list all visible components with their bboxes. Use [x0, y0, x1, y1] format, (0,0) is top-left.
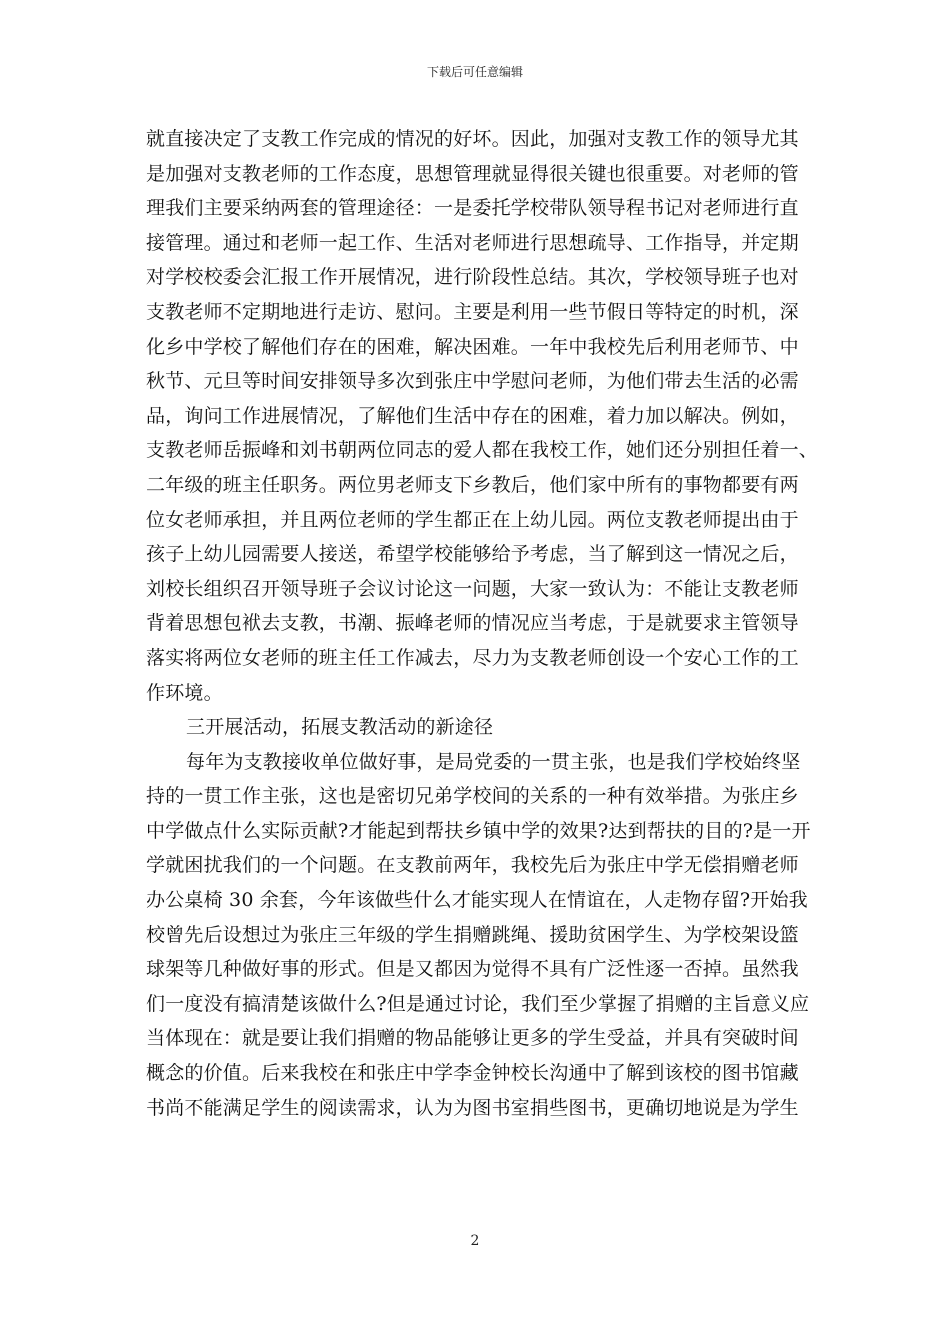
section-heading: 三开展活动，拓展支教活动的新途径	[186, 716, 494, 739]
text-line: 品，询问工作进展情况，了解他们生活中存在的困难，着力加以解决。例如，	[146, 404, 799, 427]
text-line: 学就困扰我们的一个问题。在支教前两年，我校先后为张庄中学无偿捐赠老师	[146, 854, 799, 877]
text-line: 落实将两位女老师的班主任工作减去，尽力为支教老师创设一个安心工作的工	[146, 646, 799, 669]
text-line: 们一度没有搞清楚该做什么?但是通过讨论，我们至少掌握了捐赠的主旨意义应	[146, 992, 810, 1015]
text-line: 就直接决定了支教工作完成的情况的好坏。因此，加强对支教工作的领导尤其	[146, 128, 799, 150]
text-line: 校曾先后设想过为张庄三年级的学生捐赠跳绳、援助贫困学生、为学校架设篮	[146, 923, 799, 946]
page-number: 2	[470, 1233, 480, 1249]
paragraph-start-line: 每年为支教接收单位做好事，是局党委的一贯主张，也是我们学校始终坚	[186, 750, 801, 773]
text-line: 位女老师承担，并且两位老师的学生都正在上幼儿园。两位支教老师提出由于	[146, 508, 799, 531]
text-line: 当体现在：就是要让我们捐赠的物品能够让更多的学生受益，并具有突破时间	[146, 1027, 799, 1050]
text-line: 作环境。	[146, 681, 223, 704]
text-line: 概念的价值。后来我校在和张庄中学李金钟校长沟通中了解到该校的图书馆藏	[146, 1062, 799, 1085]
text-line: 支教老师不定期地进行走访、慰问。主要是利用一些节假日等特定的时机，深	[146, 300, 799, 323]
text-line: 背着思想包袱去支教，书潮、振峰老师的情况应当考虑，于是就要求主管领导	[146, 612, 799, 635]
text-line: 办公桌椅 30 余套，今年该做些什么才能实现人在情谊在，人走物存留?开始我	[146, 889, 808, 912]
text-line: 秋节、元旦等时间安排领导多次到张庄中学慰问老师，为他们带去生活的必需	[146, 370, 799, 393]
text-line: 是加强对支教老师的工作态度，思想管理就显得很关键也很重要。对老师的管	[146, 162, 799, 185]
text-line: 中学做点什么实际贡献?才能起到帮扶乡镇中学的效果?达到帮扶的目的?是一开	[146, 819, 811, 842]
text-line: 持的一贯工作主张，这也是密切兄弟学校间的关系的一种有效举措。为张庄乡	[146, 785, 799, 808]
text-line: 支教老师岳振峰和刘书朝两位同志的爱人都在我校工作，她们还分别担任着一、	[146, 439, 819, 462]
text-line: 理我们主要采纳两套的管理途径：一是委托学校带队领导程书记对老师进行直	[146, 197, 799, 220]
page-header: 下载后可任意编辑	[426, 65, 523, 79]
text-line: 接管理。通过和老师一起工作、生活对老师进行思想疏导、工作指导，并定期	[146, 231, 799, 254]
text-line: 二年级的班主任职务。两位男老师支下乡教后，他们家中所有的事物都要有两	[146, 473, 799, 496]
text-line: 刘校长组织召开领导班子会议讨论这一问题，大家一致认为：不能让支教老师	[146, 577, 799, 600]
text-line: 书尚不能满足学生的阅读需求，认为为图书室捐些图书，更确切地说是为学生	[146, 1096, 799, 1119]
text-line: 球架等几种做好事的形式。但是又都因为觉得不具有广泛性逐一否掉。虽然我	[146, 958, 799, 981]
text-line: 化乡中学校了解他们存在的困难，解决困难。一年中我校先后利用老师节、中	[146, 335, 799, 358]
body-text	[146, 122, 819, 1125]
text-line: 孩子上幼儿园需要人接送，希望学校能够给予考虑，当了解到这一情况之后，	[146, 543, 799, 566]
text-line: 对学校校委会汇报工作开展情况，进行阶段性总结。其次，学校领导班子也对	[146, 266, 799, 289]
